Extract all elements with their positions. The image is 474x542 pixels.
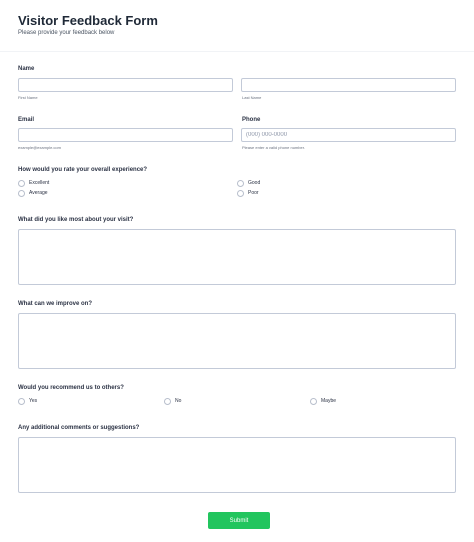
last-name-input[interactable] <box>241 78 456 92</box>
rating-option-label: Poor <box>248 190 259 196</box>
rating-option-label: Excellent <box>29 180 50 186</box>
rating-option-good[interactable] <box>237 178 260 188</box>
radio-circle-icon[interactable] <box>310 398 317 405</box>
submit-button[interactable]: Submit <box>208 512 270 529</box>
last-name-sublabel: Last Name <box>242 95 262 100</box>
rating-option-excellent[interactable] <box>18 178 49 188</box>
recommend-option-no[interactable] <box>164 396 181 406</box>
name-label: Name <box>18 66 35 72</box>
improve-textarea[interactable] <box>18 313 456 369</box>
rating-label: How would you rate your overall experience? <box>18 167 148 173</box>
recommend-label: Would you recommend us to others? <box>18 385 124 391</box>
liked-textarea[interactable] <box>18 229 456 285</box>
rating-option-average[interactable] <box>18 188 48 198</box>
radio-circle-icon[interactable] <box>164 398 171 405</box>
radio-circle-icon[interactable] <box>18 180 25 187</box>
radio-circle-icon[interactable] <box>237 180 244 187</box>
email-sublabel: example@example.com <box>18 145 61 150</box>
phone-label: Phone <box>242 117 261 123</box>
rating-option-label: Average <box>29 190 48 196</box>
radio-circle-icon[interactable] <box>18 398 25 405</box>
email-field[interactable] <box>18 128 233 142</box>
rating-option-label: Good <box>248 180 261 186</box>
recommend-option-maybe[interactable] <box>310 396 336 406</box>
phone-sublabel: Please enter a valid phone number. <box>242 145 305 150</box>
form-title: Visitor Feedback Form <box>18 13 158 28</box>
liked-label: What did you like most about your visit? <box>18 217 134 223</box>
first-name-input[interactable] <box>18 78 233 92</box>
recommend-option-label: No <box>175 398 182 404</box>
form-header <box>0 0 474 50</box>
rating-option-poor[interactable] <box>237 188 259 198</box>
form-subtitle: Please provide your feedback below <box>18 30 115 36</box>
improve-label: What can we improve on? <box>18 301 93 307</box>
recommend-option-label: Maybe <box>321 398 337 404</box>
radio-circle-icon[interactable] <box>237 190 244 197</box>
radio-circle-icon[interactable] <box>18 190 25 197</box>
comments-label: Any additional comments or suggestions? <box>18 425 140 431</box>
comments-textarea[interactable] <box>18 437 456 493</box>
phone-field[interactable] <box>241 128 456 142</box>
header-divider <box>0 51 474 52</box>
email-label: Email <box>18 117 35 123</box>
first-name-sublabel: First Name <box>18 95 38 100</box>
recommend-option-label: Yes <box>29 398 38 404</box>
recommend-option-yes[interactable] <box>18 396 37 406</box>
